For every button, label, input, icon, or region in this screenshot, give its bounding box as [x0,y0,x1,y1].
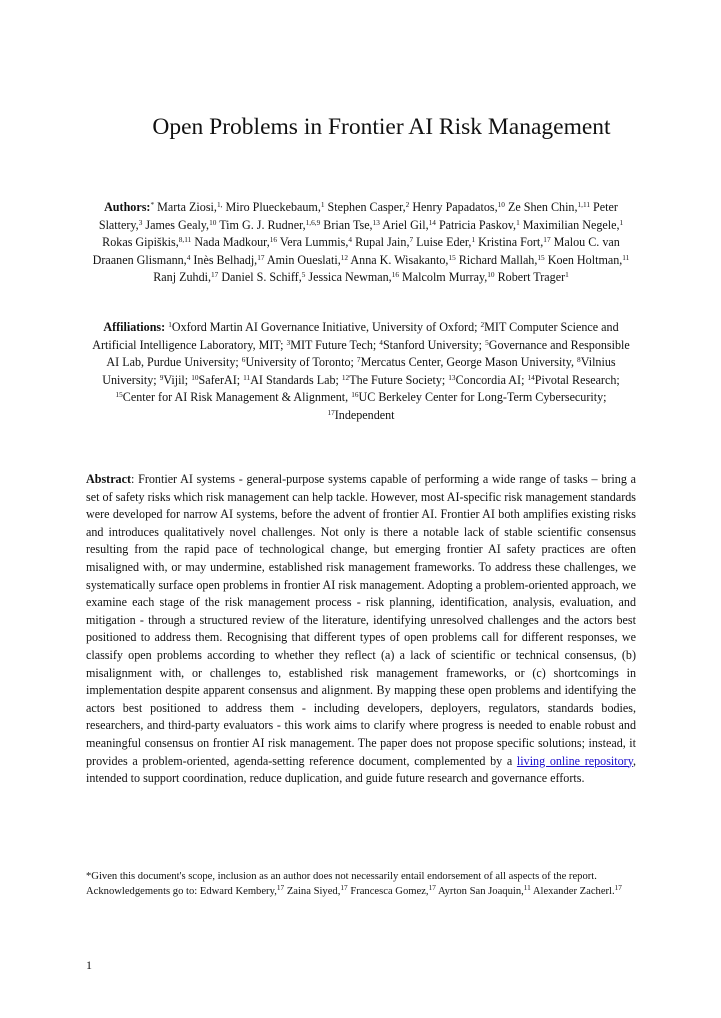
acknowledged-person [350,883,436,898]
affiliation [357,355,574,369]
affiliation [115,390,348,404]
abstract-text-end: , intended to support coordination, reduce duplication, and guide future research and governance efforts. [86,753,637,786]
affiliation [287,338,377,352]
author-text: Miro Plueckebaum, [225,200,321,214]
abstract-label: Abstract [86,472,132,486]
affiliation-number: 3 [286,337,291,347]
author-number: 1 [320,200,325,209]
author-text: Nada Madkour, [194,235,270,250]
author-number: 13 [372,217,380,227]
affiliations-label: Affiliations: [103,320,166,334]
acknowledged-person-number: 11 [523,883,531,893]
affiliation [527,373,619,387]
acknowledgements-list [199,883,622,898]
affiliation-text: Stanford University; [382,337,483,352]
author-list [93,200,630,284]
author-text: Inès Belhadj, [193,252,258,267]
author [328,200,410,214]
author [478,235,550,249]
author-number: 10 [487,270,495,280]
acknowledged-person [286,883,348,898]
author [548,253,630,267]
author-text: Ranj Zuhdi, [153,270,211,285]
author-number: 10 [497,200,505,209]
author-text: Ze Shen Chin, [507,200,578,214]
affiliation [327,408,394,422]
affiliation-number: 14 [527,372,535,382]
affiliation-text: Center for AI Risk Management & Alignment, [122,390,349,405]
affiliation [243,373,339,387]
author [508,200,590,214]
affiliation-number: 1 [168,320,172,329]
author-text: Kristina Fort, [478,235,544,250]
acknowledged-person-text: Zaina Siyed, [286,886,341,898]
author [439,218,520,232]
author-text: Brian Tse, [323,217,373,232]
author [308,270,399,284]
author-text: Vera Lummis, [279,235,349,250]
authors-label: Authors: [104,200,151,214]
author-number: 16 [269,235,278,245]
acknowledged-person [437,883,531,898]
affiliation-text: SaferAI; [198,372,241,387]
affiliation-number: 13 [448,372,456,382]
author-number: 17 [257,252,265,262]
author [355,235,413,249]
author [382,218,436,232]
affiliation-text: Vilnius University; [102,355,616,387]
author [402,270,495,284]
affiliation-number: 7 [356,355,361,365]
author [194,235,277,249]
author-text: Robert Trager [497,270,566,285]
author-text: Ariel Gil, [382,217,429,232]
author-number: 5 [301,270,306,280]
footnote-text: *Given this document's scope, inclusion as an author does not necessarily entail endorsement of all aspects of the report. Acknowledgements go to: [86,871,597,898]
author-text: Henry Papadatos, [412,200,498,214]
author [498,270,569,284]
author [280,235,352,249]
acknowledged-person-number: 17 [340,883,348,893]
author-number: 1 [565,270,569,280]
author-text: Malcolm Murray, [402,270,488,285]
author-number: 1 [516,217,520,227]
author-number: 1, [216,200,223,209]
affiliation [379,338,482,352]
author-number: 1 [471,235,476,245]
author-text: Jessica Newman, [308,270,392,285]
acknowledged-person [532,883,622,898]
acknowledged-person-text: Alexander Zacherl. [532,886,615,898]
author-text: Anna K. Wisakanto, [350,252,449,267]
author-number: 17 [211,270,219,280]
affiliation-text: Independent [334,407,395,422]
author-number: 8,11 [178,235,192,245]
author-text: Marta Ziosi, [157,200,217,214]
authors-label-footnote-mark: * [150,200,155,209]
affiliation-text: Vijil; [163,372,189,387]
author-text: Malou C. van Draanen Glismann, [92,235,620,267]
author-text: Amin Oueslati, [266,252,341,267]
author-number: 7 [409,235,414,245]
author-number: 11 [622,252,630,262]
author-number: 1 [619,217,624,227]
page-number: 1 [86,958,92,972]
affiliation [342,373,445,387]
author [523,218,623,232]
affiliation-text: Concordia AI; [455,372,525,387]
affiliation-text: Oxford Martin AI Governance Initiative, University of Oxford; [171,320,478,334]
living-online-repository-link[interactable]: living online repository [516,753,633,768]
acknowledged-person-text: Francesca Gomez, [350,886,429,898]
affiliation [448,373,524,387]
affiliation-number: 15 [115,390,123,400]
author-number: 1,11 [577,200,591,209]
acknowledged-person [199,883,285,898]
author-number: 10 [209,217,217,227]
author [225,200,324,214]
affiliation-number: 12 [341,372,350,382]
authors-block [86,199,636,287]
author [145,218,216,232]
footnote [86,869,636,900]
author-number: 3 [138,217,143,227]
author-text: Richard Mallah, [458,252,538,267]
affiliation-text: University of Toronto; [245,355,354,370]
affiliation-number: 16 [351,390,359,400]
author-text: Rokas Gipiškis, [102,235,179,250]
affiliation-text: The Future Society; [349,372,446,387]
author-number: 15 [537,252,545,262]
affiliation [160,373,188,387]
affiliation-number: 9 [159,372,164,382]
author [221,270,305,284]
affiliation-number: 2 [480,320,485,329]
author-number: 12 [340,252,349,262]
author-text: James Gealy, [145,217,210,232]
affiliation-number: 8 [577,355,581,365]
affiliation-number: 10 [191,372,199,382]
affiliation-number: 6 [241,355,246,365]
author-text: Patricia Paskov, [438,217,517,232]
author-number: 17 [543,235,551,245]
paper-title: Open Problems in Frontier AI Risk Management [152,114,611,140]
author-text: Maximilian Negele, [522,217,620,232]
affiliation-list [92,320,630,422]
author-number: 2 [405,200,410,209]
affiliation-text: Mercatus Center, George Mason University, [360,355,575,370]
acknowledged-person-number: 17 [428,883,436,893]
author-text: Tim G. J. Rudner, [219,217,306,232]
affiliation-text: Pivotal Research; [534,372,620,387]
affiliation-number: 4 [379,337,383,347]
author-text: Daniel S. Schiff, [221,270,302,285]
author [102,235,191,249]
author-text: Peter Slattery, [98,200,618,232]
affiliation-number: 11 [243,372,251,382]
affiliation-text: AI Standards Lab; [250,372,339,387]
author-number: 16 [391,270,400,280]
author [416,235,475,249]
abstract-text: : Frontier AI systems - general-purpose systems capable of performing a wide range of tasks – bring a set of safety risks which risk management can help tackle. However, most AI-specific risk management standards were developed for narrow AI systems, before the advent of frontier AI. Frontier AI both amplifies existing risks and introduces qualitatively novel challenges. Not only is there a notable lack of stable scientific consensus resulting from the rapid pace of technological change, but emerging frontier AI safety practices are often misaligned with, or may undermine, established risk management frameworks. To address these challenges, we systematically surface open problems in frontier AI risk management. Adopting a problem-oriented approach, we examine each stage of the risk management process - risk planning, identification, analysis, evaluation, and mitigation - through a structured review of the literature, identifying unresolved challenges and the actors best positioned to address them. Recognising that different types of open problems call for different responses, we classify open problems according to whether they reflect (a) a lack of scientific or technical consensus, (b) misalignment with, or challenges to, established risk management frameworks, or (c) shortcomings in implementation despite apparent consensus and alignment. By mapping these open problems and identifying the actors best positioned to address them - including developers, deployers, regulators, standards bodies, researchers, and third-party evaluators - this work aims to clarify where progress is needed to enable robust and meaningful consensus on frontier AI risk management. The paper does not propose specific solutions; instead, it provides a problem-oriented, agenda-setting reference document, complemented by a [86,472,636,768]
author [193,253,264,267]
affiliation-number: 17 [327,407,335,417]
affiliation [351,390,606,404]
affiliation-text: MIT Computer Science and Artificial Intelligence Laboratory, MIT; [92,320,619,352]
author [153,270,218,284]
affiliation-text: Governance and Responsible AI Lab, Purdue University; [106,337,630,370]
author-text: Stephen Casper, [327,200,406,214]
author [350,253,455,267]
affiliation [242,355,354,369]
author [412,200,505,214]
affiliations-block [86,319,636,425]
affiliation-number: 5 [485,337,489,347]
affiliation [168,320,477,334]
abstract-block [86,471,636,788]
author [267,253,348,267]
author [157,200,222,214]
affiliation-text: MIT Future Tech; [290,337,377,352]
author-number: 1,6,9 [305,217,321,227]
author [459,253,545,267]
author-number: 15 [448,252,456,262]
affiliation [191,373,240,387]
author [219,218,320,232]
acknowledged-person-number: 17 [276,883,285,893]
author-text: Luise Eder, [416,235,472,250]
author-text: Rupal Jain, [355,235,410,250]
acknowledged-person-text: Ayrton San Joaquin, [437,886,524,898]
author-text: Koen Holtman, [547,252,623,267]
author-number: 4 [186,252,191,262]
acknowledged-person-number: 17 [614,883,622,893]
acknowledged-person-text: Edward Kembery, [199,886,277,898]
author-number: 4 [348,235,353,245]
affiliation-text: UC Berkeley Center for Long-Term Cybersecurity; [358,390,607,405]
author-number: 14 [428,217,436,227]
author [323,218,380,232]
